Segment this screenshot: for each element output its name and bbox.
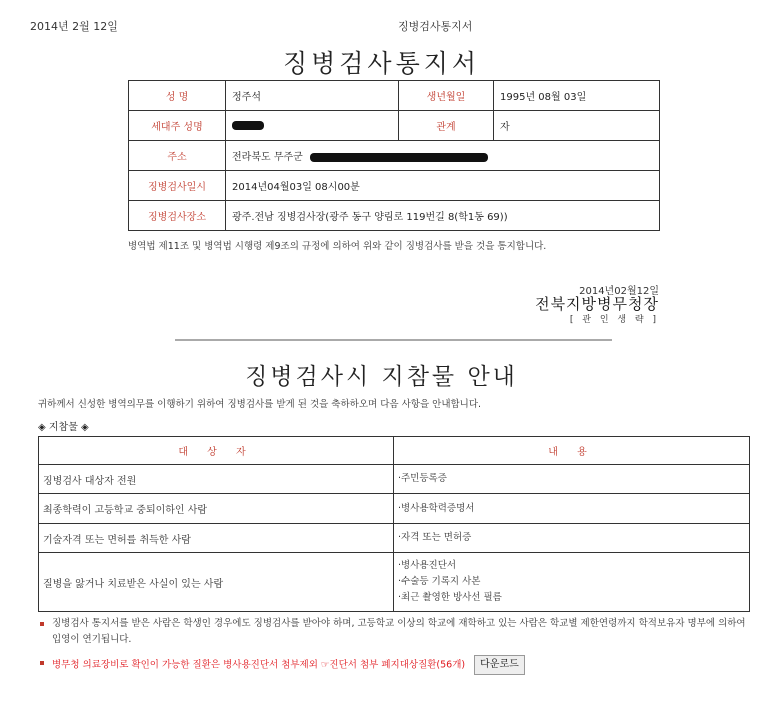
household-head-label: 세대주 성명	[129, 111, 226, 141]
redaction-mark	[232, 121, 264, 130]
row-items: ·병사용학력증명서	[394, 494, 750, 524]
guide-intro: 귀하께서 신성한 병역의무를 이행하기 위하여 징병검사를 받게 된 것을 축하하오며 다음 사항을 안내합니다.	[38, 399, 482, 410]
name-value: 정주석	[226, 81, 399, 111]
table-row	[39, 465, 750, 494]
row-items: ·주민등록증	[394, 465, 750, 494]
section-divider	[175, 339, 612, 341]
notice-info-table	[128, 80, 660, 231]
issuer-name: 전북지방병무청장	[535, 295, 659, 313]
exam-date-label: 징병검사일시	[129, 171, 226, 201]
exam-place-label: 징병검사장소	[129, 201, 226, 231]
note-item: 징병검사 통지서를 받은 사람은 학생인 경우에도 징병검사를 받아야 하며, 고등학교 이상의 학교에 재학하고 있는 사람은 학교별 제한연령까지 학적보유자 명부에 의하여 입영이 연기됩니다.	[38, 616, 750, 648]
birth-label: 생년월일	[399, 81, 494, 111]
exam-place-value: 광주.전남 징병검사장(광주 동구 양림로 119번길 8(학1동 69))	[226, 201, 660, 231]
table-row	[39, 553, 750, 612]
issue-date: 2014년02월12일	[579, 286, 659, 297]
birth-value: 1995년 08월 03일	[494, 81, 660, 111]
row-items: ·병사용진단서 ·수술등 기록지 사본 ·최근 촬영한 방사선 필름	[394, 553, 750, 612]
column-header-target: 대 상 자	[39, 437, 394, 465]
row-target: 최종학력이 고등학교 중퇴이하인 사람	[39, 494, 394, 524]
note-item-warning: 병무청 의료장비로 확인이 가능한 질환은 병사용진단서 첨부제외 ☞진단서 첨부 폐지대상질환(56개) 다운로드	[38, 655, 750, 675]
row-target: 징병검사 대상자 전원	[39, 465, 394, 494]
download-button[interactable]: 다운로드	[474, 655, 525, 675]
row-target: 기술자격 또는 면허를 취득한 사람	[39, 524, 394, 553]
items-section-label: ◈ 지참물 ◈	[38, 422, 89, 433]
table-row	[39, 524, 750, 553]
header-title: 징병검사통지서	[398, 20, 473, 33]
header-date: 2014년 2월 12일	[30, 20, 118, 33]
relation-value: 자	[494, 111, 660, 141]
row-target: 질병을 앓거나 치료받은 사실이 있는 사람	[39, 553, 394, 612]
legal-basis-text: 병역법 제11조 및 병역법 시행령 제9조의 규정에 의하여 위와 같이 징병검사를 받을 것을 통지합니다.	[128, 241, 547, 252]
guide-title: 징병검사시 지참물 안내	[245, 364, 518, 390]
address-label: 주소	[129, 141, 226, 171]
items-table	[38, 436, 750, 612]
address-value: 전라북도 무주군	[226, 141, 660, 171]
redaction-mark	[310, 153, 488, 162]
notes-list	[38, 616, 750, 675]
table-row	[39, 494, 750, 524]
exam-date-value: 2014년04월03일 08시00분	[226, 171, 660, 201]
name-label: 성 명	[129, 81, 226, 111]
column-header-content: 내 용	[394, 437, 750, 465]
relation-label: 관계	[399, 111, 494, 141]
household-head-value	[226, 111, 399, 141]
notice-title: 징병검사통지서	[282, 49, 481, 78]
row-items: ·자격 또는 면허증	[394, 524, 750, 553]
seal-omitted-note: [ 관 인 생 략 ]	[569, 315, 659, 325]
